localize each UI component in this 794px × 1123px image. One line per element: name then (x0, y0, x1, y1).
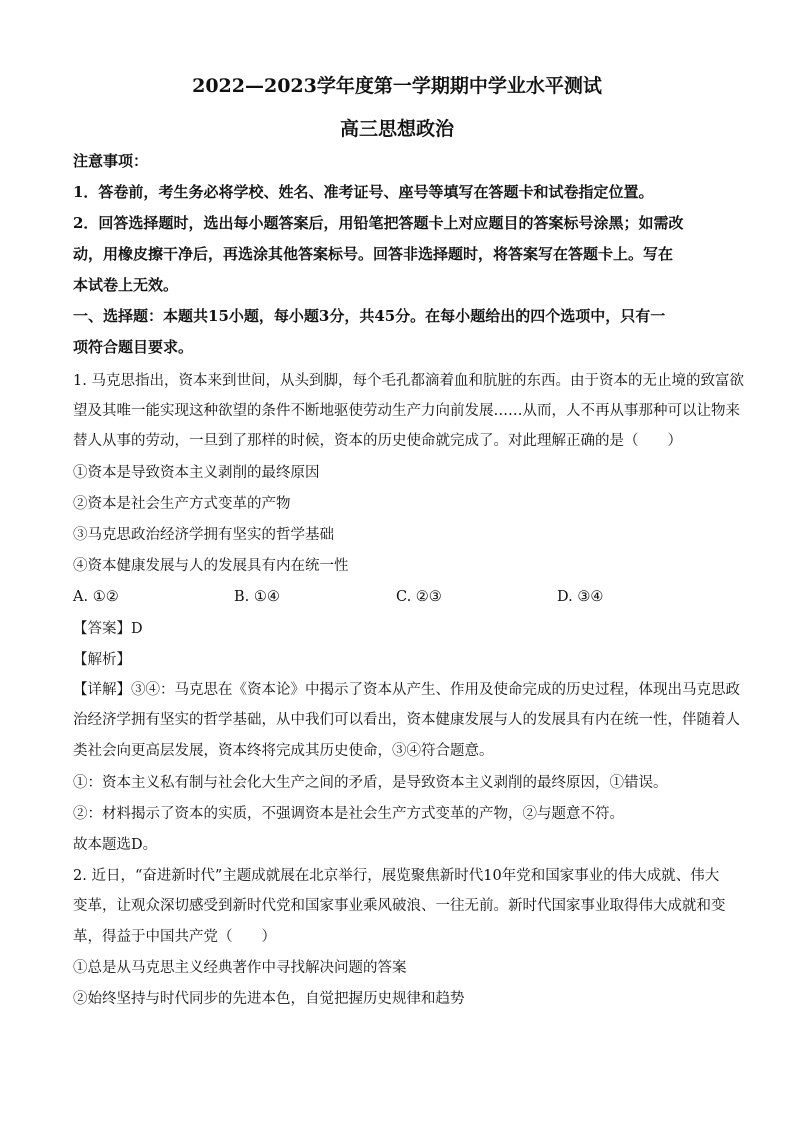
notice-item-2-end: 本试卷上无效。 (73, 276, 179, 294)
q1-detail-line-5: ②：材料揭示了资本的实质，不强调资本是社会生产方式变革的产物，②与题意不符。 (73, 806, 624, 822)
q1-option-a: A. ①② (73, 589, 119, 605)
q1-detail-line-2: 治经济学拥有坚实的哲学基础，从中我们可以看出，资本健康发展与人的发展具有内在统一性，伴随着人 (73, 712, 740, 728)
q1-option-c: C. ②③ (396, 589, 442, 605)
notice-item-2: 2．回答选择题时，选出每小题答案后，用铅笔把答题卡上对应题目的答案标号涂黑；如需改 (73, 214, 684, 232)
section-heading-cont: 项符合题目要求。 (73, 338, 194, 356)
q1-analysis-label: 【解析】 (73, 652, 131, 668)
q2-stem-line-1: 2. 近日，“奋进新时代”主题成就展在北京举行，展览聚焦新时代10年党和国家事业的伟大成就、伟大 (73, 868, 720, 884)
q1-answer: 【答案】D (73, 621, 143, 637)
q2-stem-line-2: 变革，让观众深切感受到新时代党和国家事业乘风破浪、一往无前。新时代国家事业取得伟大成就和变 (73, 898, 726, 914)
q1-stem-line-3: 替人从事的劳动，一旦到了那样的时候，资本的历史使命就完成了。对此理解正确的是（ ） (73, 433, 682, 449)
q2-statement-1: ①总是从马克思主义经典著作中寻找解决问题的答案 (73, 960, 407, 976)
exam-title: 2022—2023学年度第一学期期中学业水平测试 (192, 75, 602, 97)
q1-option-d: D. ③④ (557, 589, 604, 605)
q1-detail-line-3: 类社会向更高层发展，资本终将完成其历史使命，③④符合题意。 (73, 743, 494, 759)
exam-subject: 高三思想政治 (339, 118, 454, 140)
q1-statement-2: ②资本是社会生产方式变革的产物 (73, 496, 291, 512)
notice-heading: 注意事项： (73, 152, 149, 170)
q1-detail-conclusion: 故本题选D。 (73, 837, 158, 853)
section-heading: 一、选择题：本题共15小题，每小题3分，共45分。在每小题给出的四个选项中，只有一 (73, 307, 666, 325)
q1-statement-4: ④资本健康发展与人的发展具有内在统一性 (73, 558, 349, 574)
q2-statement-2: ②始终坚持与时代同步的先进本色，自觉把握历史规律和趋势 (73, 991, 465, 1007)
q1-option-b: B. ①④ (234, 589, 280, 605)
q1-detail-line-4: ①：资本主义私有制与社会化大生产之间的矛盾，是导致资本主义剥削的最终原因，①错误。 (73, 775, 668, 791)
notice-item-1: 1．答卷前，考生务必将学校、姓名、准考证号、座号等填写在答题卡和试卷指定位置。 (73, 183, 654, 201)
q1-statement-1: ①资本是导致资本主义剥削的最终原因 (73, 465, 320, 481)
q1-stem-line-1: 1. 马克思指出，资本来到世间，从头到脚，每个毛孔都滴着血和肮脏的东西。由于资本的无止境的致富欲 (73, 373, 744, 389)
q2-stem-line-3: 革，得益于中国共产党（ ） (73, 929, 276, 945)
q1-stem-line-2: 望及其唯一能实现这种欲望的条件不断地驱使劳动生产力向前发展……从而，人不再从事那种可以让物来 (73, 403, 740, 419)
q1-statement-3: ③马克思政治经济学拥有坚实的哲学基础 (73, 527, 334, 543)
q1-detail-line-1: 【详解】③④：马克思在《资本论》中揭示了资本从产生、作用及使命完成的历史过程，体现出马克思政 (73, 682, 740, 698)
notice-item-2-cont: 动，用橡皮擦干净后，再选涂其他答案标号。回答非选择题时，将答案写在答题卡上。写在 (73, 245, 674, 263)
